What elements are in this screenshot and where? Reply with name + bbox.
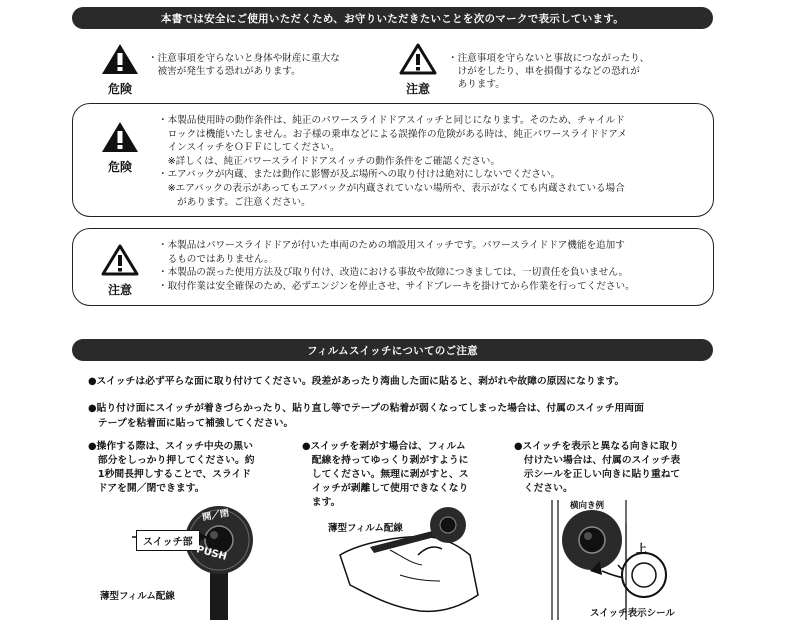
text-line: ・取付作業は安全確保のため、必ずエンジンを停止させ、サイドブレーキを掛けてから作業を行ってください。: [158, 280, 635, 292]
text-line: テープを粘着面に貼って補強してください。: [88, 418, 294, 429]
switch-part-label: スイッチ部: [136, 530, 200, 551]
film-switch-header: フィルムスイッチについてのご注意: [72, 339, 713, 361]
text-line: 付けたい場合は、付属のスイッチ表: [514, 455, 681, 466]
text-line: ます。: [302, 497, 341, 508]
caution-box-mark: [100, 243, 140, 298]
text-line: ●操作する際は、スイッチ中央の黒い: [88, 441, 253, 452]
text-line: ●スイッチを表示と異なる向きに取り: [514, 441, 679, 452]
column-orientation: [514, 440, 680, 496]
text-line: があります。ご注意ください。: [158, 196, 311, 208]
film-wire-label-2: 薄型フィルム配線: [328, 523, 403, 534]
danger-box-text: [158, 114, 627, 209]
caution-legend-mark: [398, 42, 438, 97]
open-close-label: 開／閉: [201, 508, 230, 524]
text-line: るものではありません。: [158, 253, 274, 265]
text-line: 被害が発生する恐れがあります。: [148, 66, 301, 77]
caution-triangle-icon: [100, 243, 140, 277]
text-line: ※エアバックの表示があってもエアバックが内蔵されていない場所や、表示がなくても内蔵されている場合: [158, 182, 625, 194]
text-line: してください。無理に剥がすと、ス: [302, 469, 469, 480]
danger-box-mark: [100, 120, 140, 175]
danger-legend-mark: [100, 42, 140, 97]
text-line: ・エアバックが内蔵、または動作に影響が及ぶ場所への取り付けは絶対にしないでください。: [158, 169, 561, 181]
text-line: ・本製品使用時の動作条件は、純正のパワースライドドアスイッチと同じになります。そのため、チャイルド: [158, 115, 625, 126]
film-note-2: [88, 401, 644, 431]
text-line: 示シールを正しい向きに貼り重ねて: [514, 469, 681, 480]
up-label: 上: [636, 542, 647, 555]
text-line: ・本製品はパワースライドドアが付いた車両のための増設用スイッチです。パワースライドドア機能を追加す: [158, 240, 625, 251]
text-line: インスイッチをＯＦＦにしてください。: [158, 142, 340, 154]
caution-box-text: [158, 239, 635, 293]
text-line: 1秒間長押しすることで、スライド: [88, 469, 252, 480]
sticker-label: スイッチ表示シール: [590, 608, 675, 619]
text-line: ・注意事項を守らないと事故につながったり、: [448, 53, 650, 64]
caution-triangle-icon: [398, 42, 438, 76]
danger-legend-label: 危険: [107, 82, 132, 96]
hand-shape: [340, 537, 478, 612]
push-label: PUSH: [195, 544, 228, 563]
danger-box-label: 危険: [107, 160, 132, 174]
text-line: ●スイッチを剥がす場合は、フィルム: [302, 441, 466, 452]
orientation-illustration: [530, 495, 700, 620]
safety-header: 本書では安全にご使用いただくため、お守りいただきたいことを次のマークで表示しています。: [72, 7, 713, 29]
film-wire-label-1: 薄型フィルム配線: [100, 591, 175, 602]
caution-box-label: 注意: [107, 283, 132, 297]
text-line: けがをしたり、車を損傷するなどの恐れが: [448, 66, 640, 77]
caution-legend-label: 注意: [405, 82, 430, 96]
text-line: ドアを開／閉できます。: [88, 483, 205, 494]
caution-legend-text: [448, 52, 649, 91]
text-line: 部分をしっかり押してください。約: [88, 455, 255, 466]
film-note-1: [88, 374, 624, 389]
text-line: ●スイッチは必ず平らな面に取り付けてください。段差があったり湾曲した面に貼ると、剥がれや故障の原因になります。: [88, 376, 625, 387]
danger-triangle-icon: [100, 120, 140, 154]
danger-triangle-icon: [100, 42, 140, 76]
sideways-example-label: 横向き例: [570, 501, 605, 511]
text-line: イッチが剥離して使用できなくなり: [302, 483, 469, 494]
text-line: あります。: [448, 79, 505, 90]
text-line: ください。: [514, 483, 573, 494]
peeling-illustration: [330, 495, 490, 620]
text-line: 配線を持ってゆっくり剥がすように: [302, 455, 469, 466]
text-line: ※詳しくは、純正パワースライドドアスイッチの動作条件をご確認ください。: [158, 155, 500, 167]
danger-legend-text: [148, 52, 340, 78]
text-line: ・本製品の誤った使用方法及び取り付け、改造における事故や故障につきましては、一切責任を負いません。: [158, 267, 629, 279]
column-operate: [88, 440, 255, 496]
text-line: ●貼り付け面にスイッチが着きづらかったり、貼り直し等でテープの粘着が弱くなってしまった場合は、付属のスイッチ用両面: [88, 403, 644, 414]
text-line: ・注意事項を守らないと身体や財産に重大な: [148, 53, 340, 64]
text-line: ロックは機能いたしません。お子様の乗車などによる誤操作の危険がある時は、純正パワースライドドアメ: [158, 128, 627, 140]
